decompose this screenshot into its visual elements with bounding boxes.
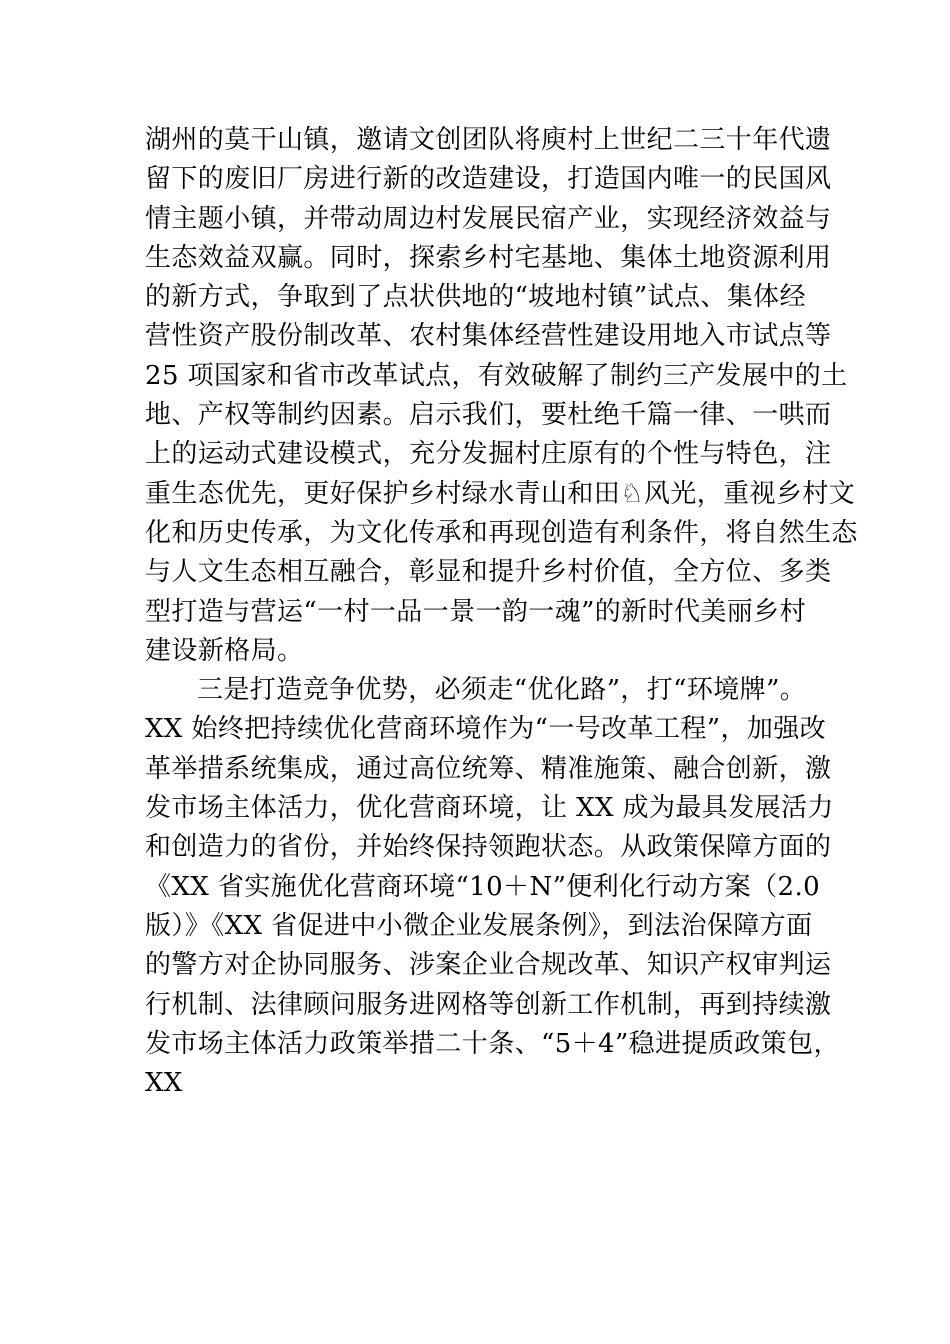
paragraph-line: 上的运动式建设模式，充分发掘村庄原有的个性与特色，注 — [145, 439, 832, 470]
paragraph-1 — [145, 121, 858, 671]
paragraph-line: 发市场主体活力，优化营商环境，让 XX 成为最具发展活力 — [145, 793, 834, 824]
paragraph-line: 革举措系统集成，通过高位统筹、精准施策、融合创新，激 — [145, 753, 832, 784]
paragraph-line: XX — [145, 1068, 183, 1099]
paragraph-line: 湖州的莫干山镇，邀请文创团队将庾村上世纪二三十年代遗 — [145, 125, 832, 155]
paragraph-line: 《XX 省实施优化营商环境“10＋N”便利化行动方案（2.0 — [145, 871, 821, 902]
paragraph-line: XX 始终把持续优化营商环境作为“一号改革工程”，加强改 — [145, 714, 827, 745]
paragraph-first-line: 三是打造竞争优势，必须走“优化路”，打“环境牌”。 — [197, 675, 807, 706]
paragraph-line: 建设新格局。 — [145, 635, 304, 666]
paragraph-line: 情主题小镇，并带动周边村发展民宿产业，实现经济效益与 — [145, 203, 832, 234]
paragraph-line: 版）》《XX 省促进中小微企业发展条例》，到法治保障方面 — [145, 910, 813, 941]
paragraph-line: 的警方对企协同服务、涉案企业合规改革、知识产权审判运 — [145, 950, 832, 981]
paragraph-line: 留下的废旧厂房进行新的改造建设，打造国内唯一的民国风 — [145, 164, 832, 195]
paragraph-line: 生态效益双赢。同时，探索乡村宅基地、集体土地资源利用 — [145, 242, 832, 273]
paragraph-line: 25 项国家和省市改革试点，有效破解了制约三产发展中的土 — [145, 360, 848, 391]
paragraph-line: 重生态优先，更好保护乡村绿水青山和田♘风光，重视乡村文 — [145, 478, 856, 509]
paragraph-line: 化和历史传承，为文化传承和再现创造有利条件，将自然生态 — [145, 517, 858, 548]
paragraph-line: 地、产权等制约因素。启示我们，要杜绝千篇一律、一哄而 — [145, 400, 832, 431]
document-body — [145, 121, 858, 1103]
paragraph-2 — [145, 671, 840, 1103]
paragraph-line: 型打造与营运“一村一品一景一韵一魂”的新时代美丽乡村 — [145, 596, 806, 627]
paragraph-line: 发市场主体活力政策举措二十条、“5＋4”稳进提质政策包， — [145, 1028, 840, 1059]
paragraph-line: 的新方式，争取到了点状供地的“坡地村镇”试点、集体经 — [145, 282, 806, 313]
paragraph-line: 营性资产股份制改革、农村集体经营性建设用地入市试点等 — [145, 321, 832, 352]
paragraph-line: 行机制、法律顾问服务进网格等创新工作机制，再到持续激 — [145, 989, 832, 1020]
paragraph-line: 和创造力的省份，并始终保持领跑状态。从政策保障方面的 — [145, 832, 832, 863]
paragraph-line: 与人文生态相互融合，彰显和提升乡村价值，全方位、多类 — [145, 557, 832, 588]
